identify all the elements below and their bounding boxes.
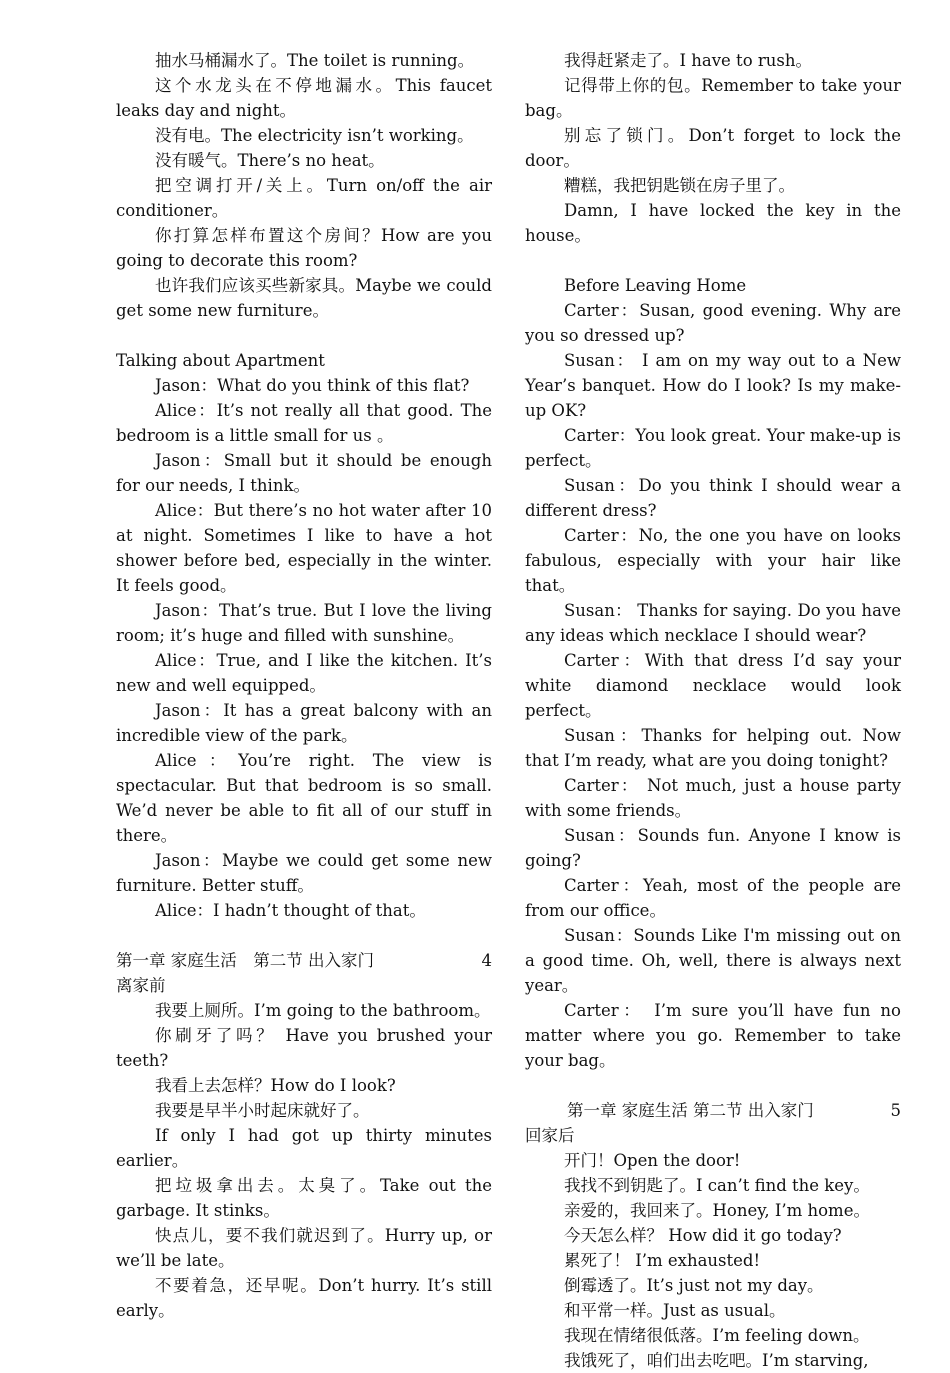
dialogue-line: Alice：You’re right. The view is spectacular. But that bedroom is so small. We’d never be able to fit all of our stuff in there。 bbox=[116, 751, 492, 845]
phrase-line: 我现在情绪很低落。I’m feeling down。 bbox=[564, 1326, 870, 1345]
phrase-line: 我要上厕所。I’m going to the bathroom。 bbox=[155, 1001, 491, 1020]
chapter-heading bbox=[116, 948, 492, 973]
phrase-line: 我要是早半小时起床就好了。 bbox=[155, 1101, 370, 1120]
phrase-line: 快点儿，要不我们就迟到了。Hurry up, or we’ll be late。 bbox=[116, 1226, 492, 1270]
phrase-line: 亲爱的，我回来了。Honey, I’m home。 bbox=[564, 1201, 870, 1220]
right-column bbox=[525, 48, 901, 1373]
spacer bbox=[116, 323, 492, 348]
right-intro-line: 糟糕，我把钥匙锁在房子里了。 bbox=[564, 176, 795, 195]
section-title: 回家后 bbox=[525, 1126, 575, 1145]
phrase-line: 和平常一样。Just as usual。 bbox=[564, 1301, 786, 1320]
dialogue-line: Susan： I am on my way out to a New Year’s banquet. How do I look? Is my make-up OK? bbox=[525, 351, 901, 420]
dialogue-line: Alice：True, and I like the kitchen. It’s new and well equipped。 bbox=[116, 651, 492, 695]
dialogue-line: Jason：Small but it should be enough for our needs, I think。 bbox=[116, 451, 492, 495]
spacer bbox=[525, 248, 901, 273]
dialogue-line: Carter： Not much, just a house party with some friends。 bbox=[525, 776, 901, 820]
dialogue-line: Jason：Maybe we could get some new furniture. Better stuff。 bbox=[116, 851, 492, 895]
chapter-heading bbox=[525, 1098, 901, 1123]
left-intro-line: 你打算怎样布置这个房间？How are you going to decorate this room? bbox=[116, 226, 492, 270]
spacer bbox=[525, 1073, 901, 1098]
phrase-line: 把垃圾拿出去。太臭了。Take out the garbage. It stinks。 bbox=[116, 1176, 492, 1220]
dialogue-line: Carter：You look great. Your make-up is perfect。 bbox=[525, 426, 901, 470]
phrase-line: 我找不到钥匙了。I can’t find the key。 bbox=[564, 1176, 870, 1195]
dialogue-line: Alice：But there’s no hot water after 10 at night. Sometimes I like to have a hot shower before bed, especially in the winter. It feels good。 bbox=[116, 501, 492, 595]
dialogue-line: Susan：Thanks for helping out. Now that I’m ready, what are you doing tonight? bbox=[525, 726, 901, 770]
dialogue-title: Talking about Apartment bbox=[116, 351, 325, 370]
phrase-line: 倒霉透了。It’s just not my day。 bbox=[564, 1276, 824, 1295]
page-number: 5 bbox=[890, 1101, 901, 1120]
left-intro-line: 把空调打开/关上。Turn on/off the air conditioner。 bbox=[116, 176, 492, 220]
page-number: 4 bbox=[481, 951, 492, 970]
phrase-line: If only I had got up thirty minutes earlier。 bbox=[116, 1126, 492, 1170]
dialogue-line: Alice：It’s not really all that good. The bedroom is a little small for us 。 bbox=[116, 401, 492, 445]
dialogue-line: Jason：It has a great balcony with an incredible view of the park。 bbox=[116, 701, 492, 745]
dialogue-line: Carter：Yeah, most of the people are from our office。 bbox=[525, 876, 901, 920]
dialogue-line: Carter：No, the one you have on looks fabulous, especially with your hair like that。 bbox=[525, 526, 901, 595]
dialogue-line: Susan：Do you think I should wear a different dress? bbox=[525, 476, 901, 520]
dialogue-title: Before Leaving Home bbox=[564, 276, 747, 295]
chapter-heading-text: 第一章 家庭生活 第二节 出入家门 bbox=[567, 1101, 814, 1120]
section-title: 离家前 bbox=[116, 976, 166, 995]
dialogue-line: Carter： I’m sure you’ll have fun no matter where you go. Remember to take your bag。 bbox=[525, 1001, 901, 1070]
left-column bbox=[116, 48, 492, 1323]
left-intro-line: 这个水龙头在不停地漏水。This faucet leaks day and night。 bbox=[116, 76, 492, 120]
phrase-line: 不要着急，还早呢。Don’t hurry. It’s still early。 bbox=[116, 1276, 492, 1320]
left-intro-line: 也许我们应该买些新家具。Maybe we could get some new furniture。 bbox=[116, 276, 492, 320]
phrase-line: 开门！Open the door! bbox=[564, 1151, 741, 1170]
chapter-heading-text: 第一章 家庭生活 第二节 出入家门 bbox=[116, 951, 374, 970]
right-intro-line: Damn, I have locked the key in the house。 bbox=[525, 201, 901, 245]
dialogue-line: Jason：That’s true. But I love the living room; it’s huge and filled with sunshine。 bbox=[116, 601, 492, 645]
dialogue-line: Jason：What do you think of this flat? bbox=[155, 376, 470, 395]
left-intro-line: 没有暖气。There’s no heat。 bbox=[155, 151, 385, 170]
dialogue-line: Alice：I hadn’t thought of that。 bbox=[155, 901, 426, 920]
phrase-line: 今天怎么样？ How did it go today? bbox=[564, 1226, 842, 1245]
dialogue-line: Carter：With that dress I’d say your white diamond necklace would look perfect。 bbox=[525, 651, 901, 720]
spacer bbox=[116, 923, 492, 948]
dialogue-line: Susan： Thanks for saying. Do you have any ideas which necklace I should wear? bbox=[525, 601, 901, 645]
dialogue-line: Carter：Susan, good evening. Why are you so dressed up? bbox=[525, 301, 901, 345]
phrase-line: 我饿死了，咱们出去吃吧。I’m starving, bbox=[564, 1351, 869, 1370]
phrase-line: 我看上去怎样？How do I look? bbox=[155, 1076, 396, 1095]
phrase-line: 累死了！ I’m exhausted! bbox=[564, 1251, 761, 1270]
right-intro-line: 我得赶紧走了。I have to rush。 bbox=[564, 51, 812, 70]
dialogue-line: Susan：Sounds fun. Anyone I know is going? bbox=[525, 826, 901, 870]
left-intro-line: 抽水马桶漏水了。The toilet is running。 bbox=[155, 51, 475, 70]
phrase-line: 你刷牙了吗？ Have you brushed your teeth? bbox=[116, 1026, 492, 1070]
dialogue-line: Susan：Sounds Like I'm missing out on a good time. Oh, well, there is always next year。 bbox=[525, 926, 901, 995]
left-intro-line: 没有电。The electricity isn’t working。 bbox=[155, 126, 474, 145]
right-intro-line: 别忘了锁门。Don’t forget to lock the door。 bbox=[525, 126, 901, 170]
right-intro-line: 记得带上你的包。Remember to take your bag。 bbox=[525, 76, 901, 120]
